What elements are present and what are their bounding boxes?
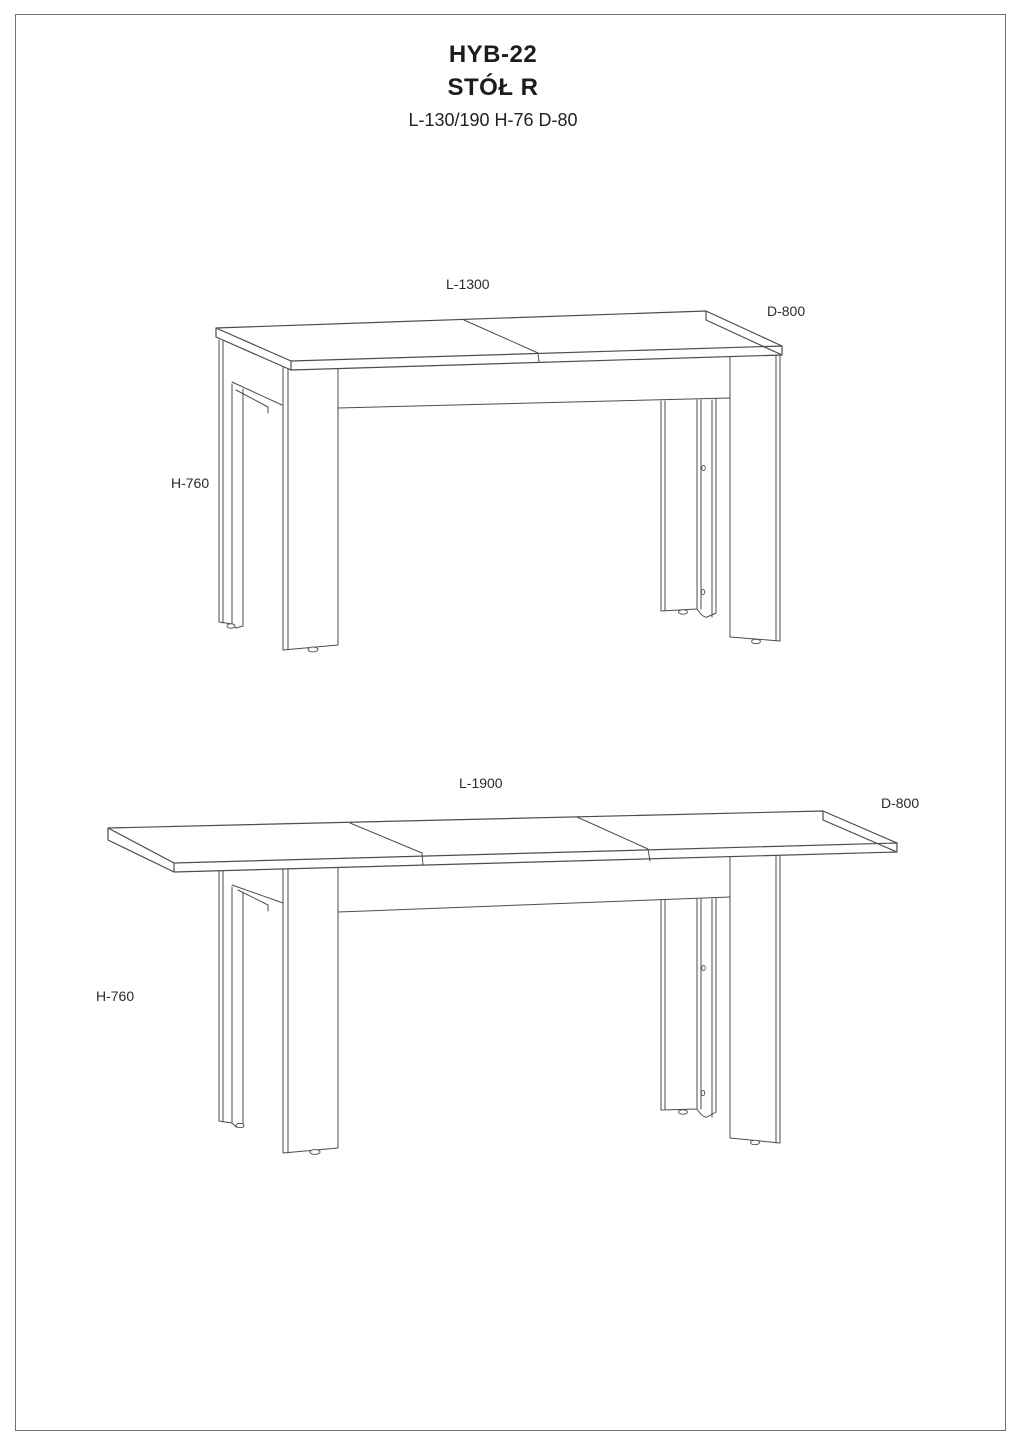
depth-dimension-label-closed: D-800 — [767, 303, 806, 319]
product-code-title: HYB-22 — [448, 41, 538, 68]
height-dimension-label-closed: H-760 — [171, 475, 210, 491]
depth-dimension-label-extended: D-800 — [881, 795, 920, 811]
foot-glides-closed — [227, 610, 761, 652]
drawing-table-extended — [108, 811, 897, 1154]
product-name-subtitle: STÓŁ R — [447, 74, 539, 101]
screw-holes-extended — [701, 965, 705, 1095]
height-dimension-label-extended: H-760 — [96, 988, 135, 1004]
foot-glides-extended — [236, 1110, 760, 1155]
screw-holes-closed — [701, 465, 705, 594]
length-dimension-label-closed: L-1300 — [446, 276, 490, 292]
overall-dimensions-text: L-130/190 H-76 D-80 — [408, 110, 578, 130]
length-dimension-label-extended: L-1900 — [459, 775, 503, 791]
drawing-table-closed — [216, 311, 782, 652]
